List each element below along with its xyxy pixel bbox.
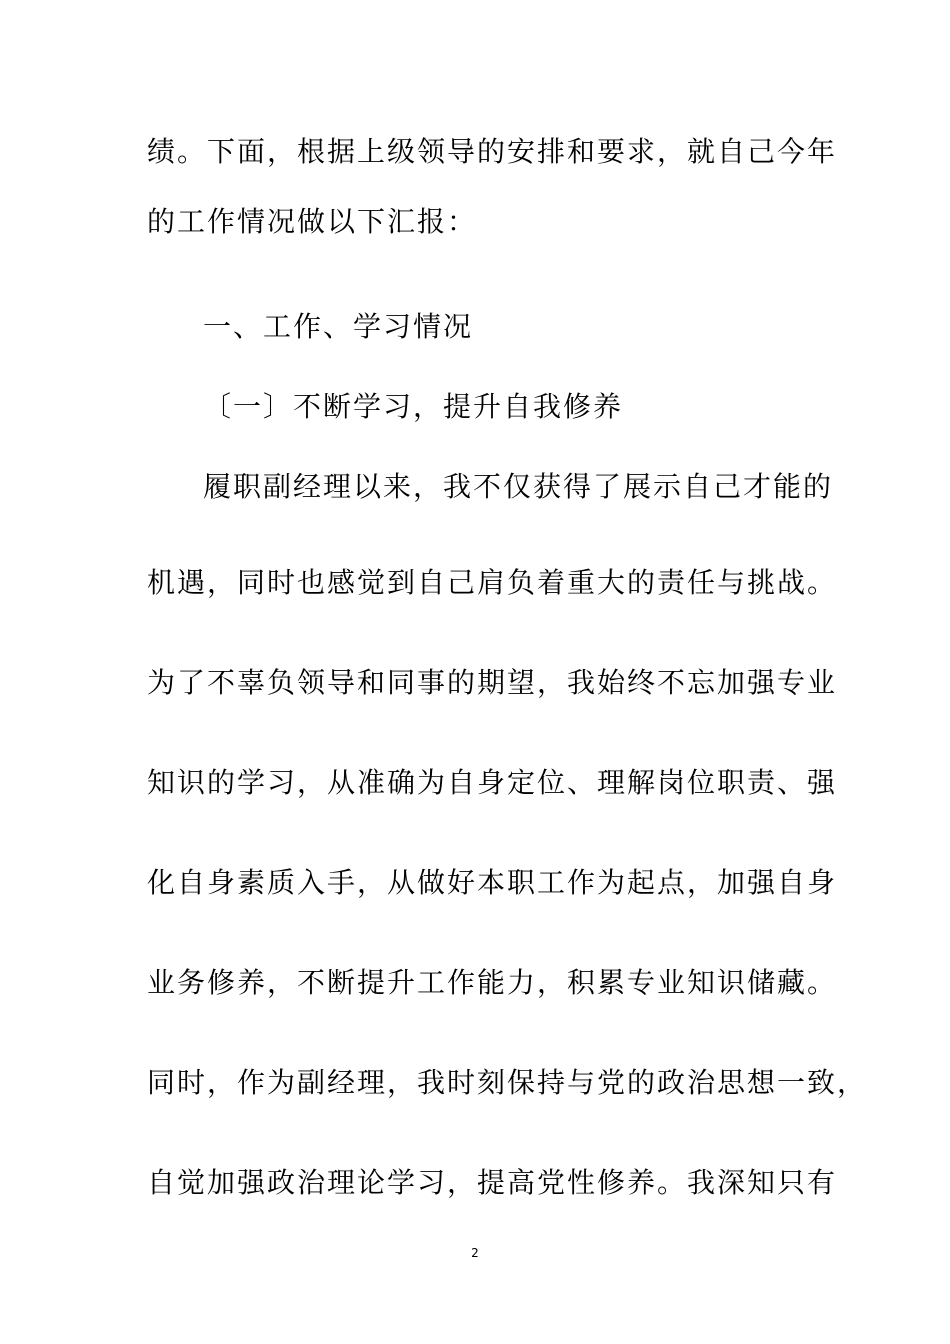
paragraph-line-7: 同时，作为副经理，我时刻保持与党的政治思想一致， [147,1066,868,1099]
text-line-1: 绩。下面，根据上级领导的安排和要求，就自己今年 [147,135,838,168]
paragraph-line-3: 为了不辜负领导和同事的期望，我始终不忘加强专业 [147,666,838,699]
subsection-heading: 〔一〕不断学习，提升自我修养 [203,390,624,423]
paragraph-line-8: 自觉加强政治理论学习，提高党性修养。我深知只有 [147,1166,838,1199]
text-line-2: 的工作情况做以下汇报： [147,205,478,238]
paragraph-line-1: 履职副经理以来，我不仅获得了展示自己才能的 [203,470,834,503]
paragraph-line-5: 化自身素质入手，从做好本职工作为起点，加强自身 [147,866,838,899]
paragraph-line-4: 知识的学习，从准确为自身定位、理解岗位职责、强 [147,766,838,799]
paragraph-line-2: 机遇，同时也感觉到自己肩负着重大的责任与挑战。 [147,566,838,599]
page-number: 2 [471,1246,479,1260]
section-heading: 一、工作、学习情况 [203,310,474,343]
paragraph-line-6: 业务修养，不断提升工作能力，积累专业知识储藏。 [147,966,838,999]
